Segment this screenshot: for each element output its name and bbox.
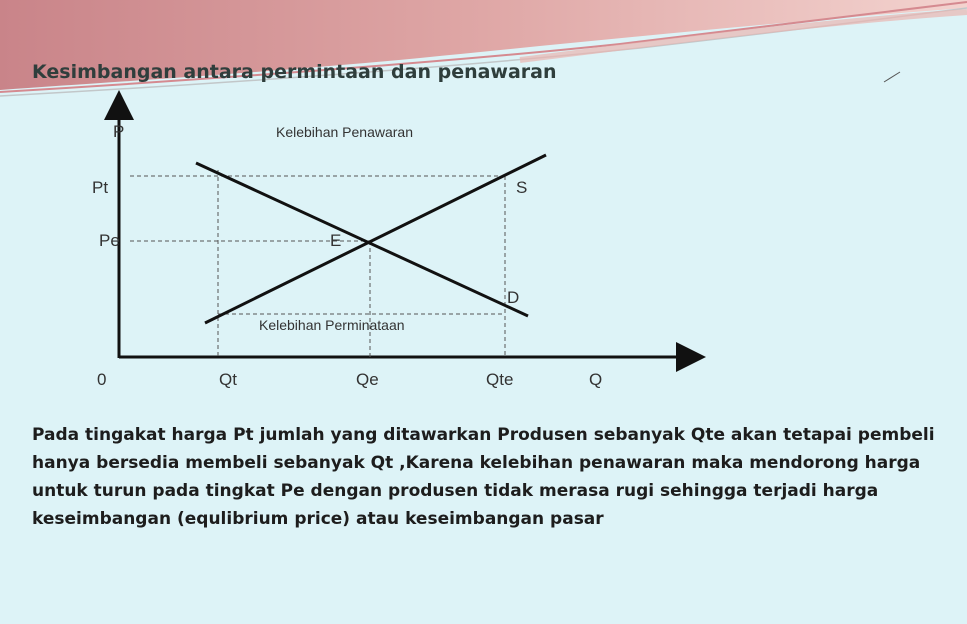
qte-label: Qte bbox=[486, 370, 514, 389]
origin-label: 0 bbox=[97, 370, 107, 389]
qe-label: Qe bbox=[356, 370, 379, 389]
supply-label: S bbox=[516, 178, 528, 197]
explanation-paragraph: Pada tingakat harga Pt jumlah yang ditawarkan Produsen sebanyak Qte akan tetapai pembeli hanya bersedia membeli sebanyak Qt ,Karena kelebihan penawaran maka mendorong harga untuk turun pada tingkat Pe dengan produsen tidak merasa rugi sehingga terjadi harga keseimbangan (equlibrium price) atau keseimbangan pasar bbox=[32, 425, 935, 529]
pe-label: Pe bbox=[99, 231, 120, 250]
supply-curve bbox=[205, 155, 546, 323]
shortage-annotation: Kelebihan Perminataan bbox=[259, 317, 405, 333]
qt-label: Qt bbox=[219, 370, 237, 389]
x-axis-label: Q bbox=[589, 370, 603, 389]
demand-curve bbox=[196, 163, 528, 316]
page-title: Kesimbangan antara permintaan dan penawaran bbox=[32, 61, 557, 83]
y-axis-label: P bbox=[113, 122, 125, 141]
pt-label: Pt bbox=[92, 178, 109, 197]
equilibrium-label: E bbox=[330, 231, 342, 250]
demand-label: D bbox=[507, 288, 520, 307]
surplus-annotation: Kelebihan Penawaran bbox=[276, 124, 413, 140]
